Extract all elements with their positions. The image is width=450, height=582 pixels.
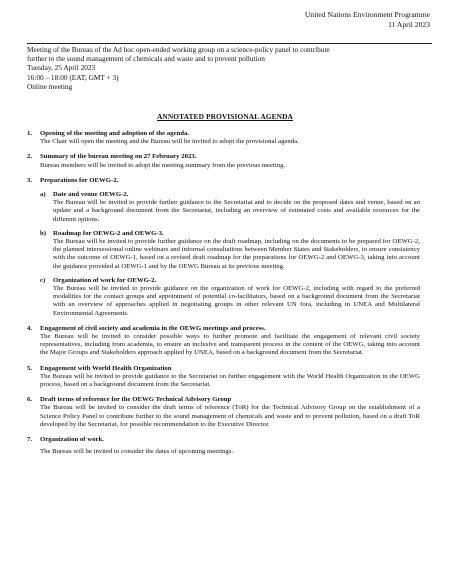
item-text: The Bureau will be invited to provide guidance to the Secretariat on further engagement with the World Health Organization in the OEWG process, based on a background document from the Secretariat.	[40, 372, 420, 389]
sub-item-text: The Bureau will be invited to provide guidance on the organization of work for OEWG-2, including with regard to the preferred modalities for the contact groups and appointment of potential co-facilitators, based on a background document from the Secretariat with an overview of approaches applied in negotiating groups in other relevant UN fora, including in UNEA and Multilateral Environmental Agreements.	[53, 285, 420, 317]
agenda-item-7	[27, 436, 420, 456]
meeting-info	[27, 45, 420, 91]
sub-item-letter: c)	[40, 276, 46, 284]
sub-item-text: The Bureau will be invited to provide further guidance to the Secretariat and to decide on the proposed dates and venue, based on an update and a background document from the Secretariat, including an overview of estimated costs and available resources for the different options.	[53, 199, 420, 223]
agenda-item-5	[27, 365, 420, 390]
meeting-time: 16:00 – 18:00 (EAT; GMT + 3)	[27, 72, 119, 82]
agenda-item-3	[27, 177, 420, 318]
item-heading: Engagement with World Health Organization	[40, 364, 172, 372]
item-text: Bureau members will be invited to adopt the meeting summary from the previous meeting.	[40, 161, 286, 169]
meeting-format: Online meeting	[27, 81, 73, 91]
item-number: 1.	[27, 130, 33, 137]
sub-item-letter: a)	[40, 191, 46, 199]
item-heading: Organization of work.	[40, 436, 104, 444]
item-number: 3.	[27, 176, 33, 184]
document-date: 11 April 2023	[388, 19, 430, 29]
meeting-title-line-1: Meeting of the Bureau of the Ad hoc open-ended working group on a science-policy panel to contribute	[27, 45, 330, 54]
agenda-body	[27, 130, 420, 464]
sub-item-heading: Organization of work for OEWG-2.	[53, 276, 157, 284]
meeting-title-line-2: further to the sound management of chemicals and waste and to prevent pollution	[27, 54, 265, 64]
item-number: 6.	[27, 396, 33, 404]
item-text: The Chair will open the meeting and the Bureau will be invited to adopt the provisional agenda.	[40, 138, 299, 146]
agenda-item-2	[27, 153, 420, 169]
agenda-item-1	[27, 130, 420, 146]
agenda-item-6	[27, 396, 420, 429]
item-number: 4.	[27, 324, 33, 332]
item-heading: Opening of the meeting and adoption of the agenda.	[40, 130, 190, 137]
header-divider	[27, 43, 432, 44]
sub-item-letter: b)	[40, 229, 47, 237]
sub-item-text: The Bureau will be invited to provide further guidance on the draft roadmap, including on the documents to be prepared for OEWG-2, the planned intersessional online webinars and informal consultations between Member States and Stakeholders, to ensure consistency with the outcome of OEWG-1, based on a revised draft roadmap for the preparations for OEWG-2 and OEWG-3, taking into account the guidance provided at OEWG-1 and by the OEWG Bureau at its previous meeting.	[53, 238, 420, 270]
item-text: The Bureau will be invited to consider the dates of upcoming meetings.	[40, 448, 234, 456]
item-heading: Draft terms of reference for the OEWG Technical Advisory Group	[40, 396, 232, 404]
item-text: The Bureau will be invited to consider possible ways to further promote and facilitate the engagement of relevant civil society representatives, including from academia, to ensure an inclusive and transparent process in the content of the OEWG, taking into account the Major Groups and Stakeholders approach applied by UNEA, based on a background document from the Secretariat.	[40, 333, 420, 357]
sub-item-b	[40, 230, 420, 271]
sub-item-heading: Date and venue OEWG-2.	[53, 191, 129, 199]
item-heading: Engagement of civil society and academia in the OEWG meetings and process.	[40, 324, 266, 332]
item-number: 7.	[27, 436, 33, 444]
item-number: 5.	[27, 364, 33, 372]
item-text: The Bureau will be invited to consider the draft terms of reference (ToR) for the Technical Advisory Group on the establishment of a Science Policy Panel to contribute further to the sound management of chemicals and waste and to prevent pollution, based on a draft ToR developed by the Secretariat, for possible recommendation to the Executive Director.	[40, 404, 420, 428]
item-heading: Preparations for OEWG-2.	[40, 176, 119, 184]
sub-item-heading: Roadmap for OEWG-2 and OEWG-3.	[53, 229, 164, 237]
agenda-title: ANNOTATED PROVISIONAL AGENDA	[157, 112, 293, 121]
item-number: 2.	[27, 153, 33, 161]
organization-name: United Nations Environment Programme	[304, 10, 430, 19]
meeting-day: Tuesday, 25 April 2023	[27, 63, 96, 73]
item-heading: Summary of the bureau meeting on 27 February 2023.	[40, 153, 197, 161]
document-header	[305, 10, 430, 29]
sub-item-a	[40, 191, 420, 224]
sub-item-c	[40, 277, 420, 318]
agenda-item-4	[27, 325, 420, 358]
